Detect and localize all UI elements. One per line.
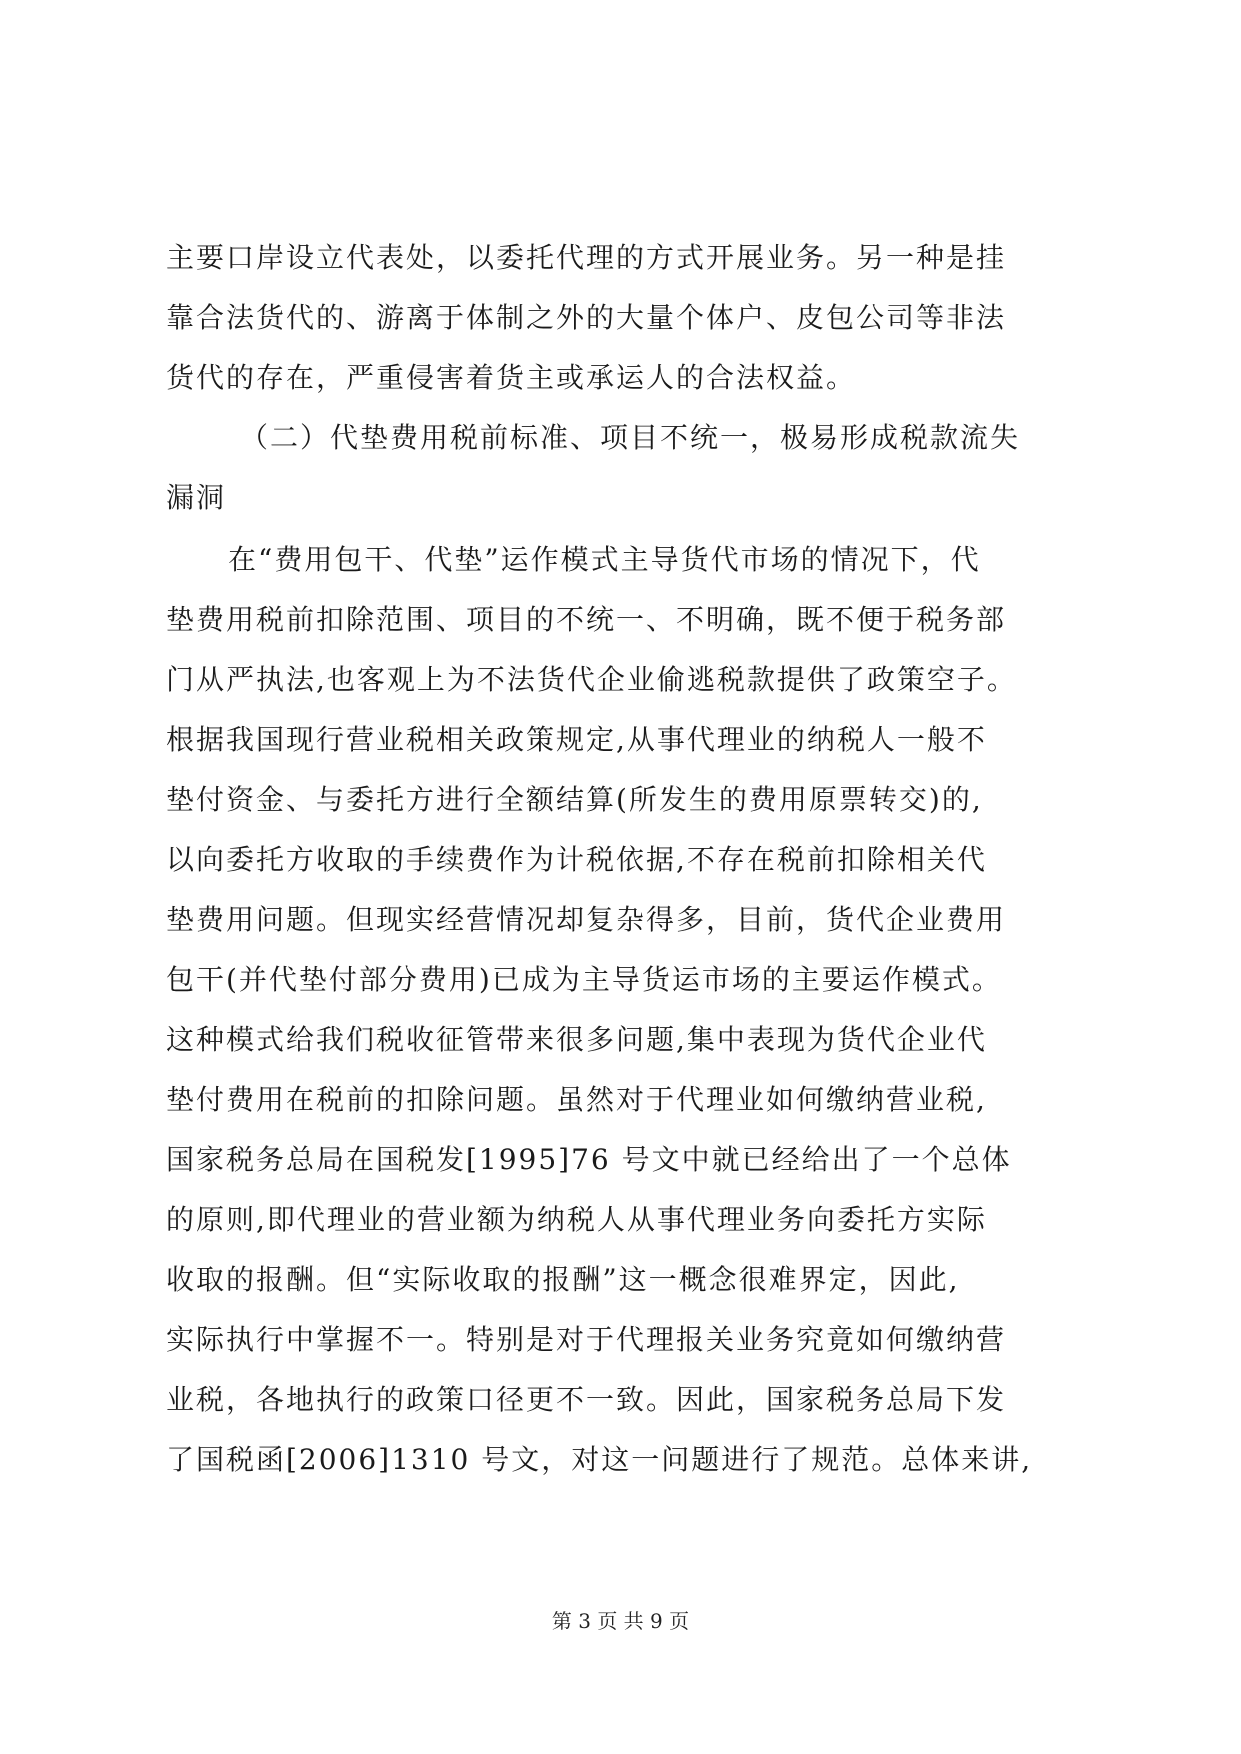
text-line: 根据我国现行营业税相关政策规定,从事代理业的纳税人一般不 [166, 723, 987, 756]
text-line: 的原则,即代理业的营业额为纳税人从事代理业务向委托方实际 [166, 1203, 987, 1236]
text-line: 垫费用税前扣除范围、项目的不统一、不明确，既不便于税务部 [166, 603, 1007, 636]
section-heading: （二）代垫费用税前标准、项目不统一，极易形成税款流失 [240, 421, 1021, 454]
text-line: 主要口岸设立代表处，以委托代理的方式开展业务。另一种是挂 [166, 241, 1007, 274]
text-line: 垫费用问题。但现实经营情况却复杂得多，目前，货代企业费用 [166, 903, 1007, 936]
text-line: 了国税函[2006]1310 号文，对这一问题进行了规范。总体来讲, [166, 1443, 1033, 1476]
text-line: 实际执行中掌握不一。特别是对于代理报关业务究竟如何缴纳营 [166, 1323, 1007, 1356]
text-line: 这种模式给我们税收征管带来很多问题,集中表现为货代企业代 [166, 1023, 987, 1056]
page-footer [0, 1607, 1241, 1635]
text-line: 业税，各地执行的政策口径更不一致。因此，国家税务总局下发 [166, 1383, 1007, 1416]
text-line: 垫付费用在税前的扣除问题。虽然对于代理业如何缴纳营业税, [166, 1083, 987, 1116]
text-line: 垫付资金、与委托方进行全额结算(所发生的费用原票转交)的, [166, 783, 983, 816]
text-line: 门从严执法,也客观上为不法货代企业偷逃税款提供了政策空子。 [166, 663, 1017, 696]
text-line: 国家税务总局在国税发[1995]76 号文中就已经给出了一个总体 [166, 1143, 1012, 1176]
page-number: 第 3 页 共 9 页 [551, 1609, 690, 1633]
text-line: 包干(并代垫付部分费用)已成为主导货运市场的主要运作模式。 [166, 963, 1002, 996]
section-heading-continued: 漏洞 [166, 481, 227, 514]
text-line: 收取的报酬。但“实际收取的报酬”这一概念很难界定，因此, [166, 1263, 960, 1296]
text-line: 以向委托方收取的手续费作为计税依据,不存在税前扣除相关代 [166, 843, 987, 876]
text-line: 在“费用包干、代垫”运作模式主导货代市场的情况下，代 [228, 543, 981, 576]
text-line: 货代的存在，严重侵害着货主或承运人的合法权益。 [166, 361, 857, 394]
text-line: 靠合法货代的、游离于体制之外的大量个体户、皮包公司等非法 [166, 301, 1007, 334]
